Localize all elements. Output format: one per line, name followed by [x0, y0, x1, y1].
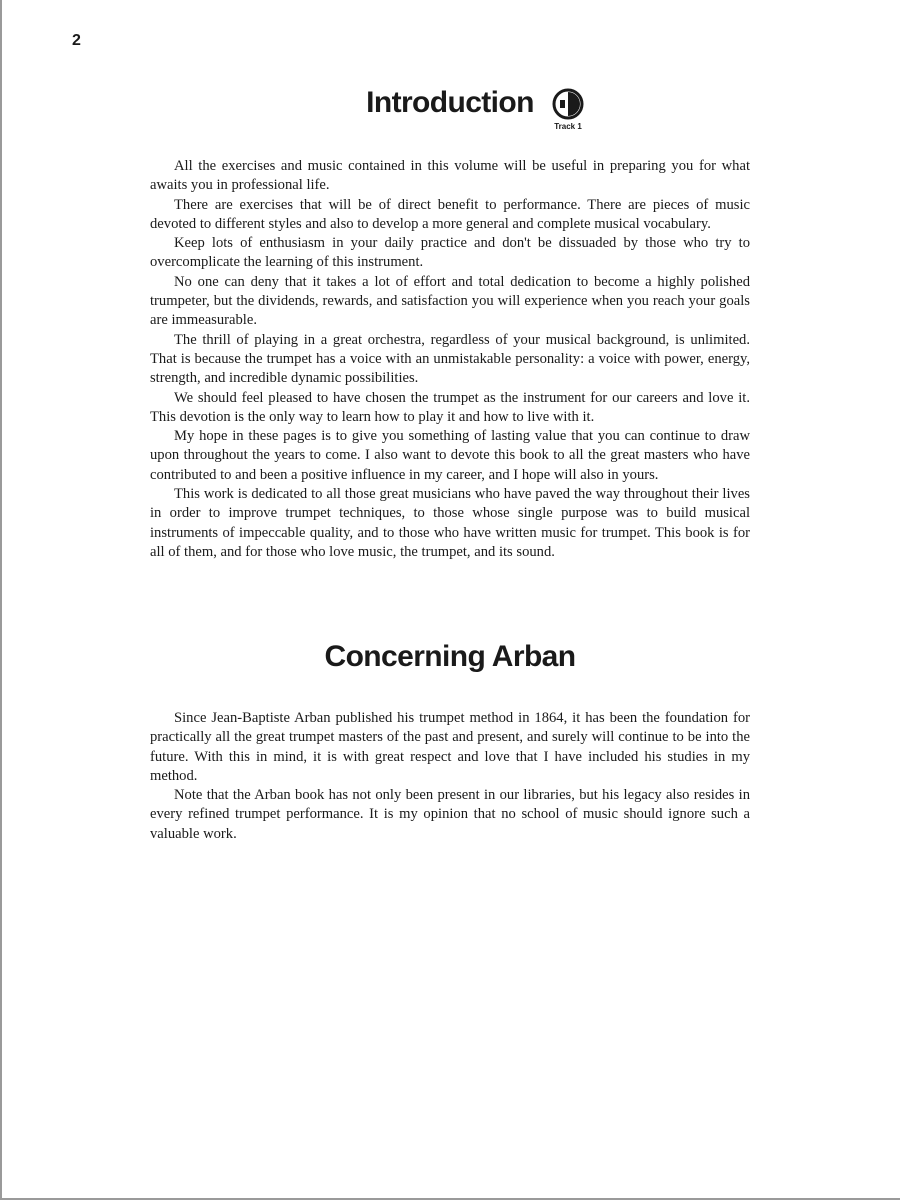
track-label: Track 1	[554, 122, 582, 131]
paragraph: All the exercises and music contained in this volume will be useful in preparing you for what awaits you in professional life.	[150, 158, 750, 194]
left-edge-rule	[0, 0, 2, 1200]
arban-body	[150, 709, 750, 844]
arban-title: Concerning Arban	[324, 640, 576, 673]
paragraph: This work is dedicated to all those great musicians who have paved the way throughout their lives in order to improve trumpet techniques, to those whose single purpose was to build musical instruments of impeccable quality, and to those who have written music for trumpet. This book is for all of them, and for those who love music, the trumpet, and its sound.	[150, 486, 750, 560]
paragraph: My hope in these pages is to give you something of lasting value that you can continue to draw upon throughout the years to come. I also want to devote this book to all the great masters who have contributed to and been a positive influence in my career, and I hope will also in yours.	[150, 428, 750, 483]
introduction-heading-row	[0, 86, 900, 120]
paragraph: Keep lots of enthusiasm in your daily practice and don't be dissuaded by those who try to overcomplicate the learning of this instrument.	[150, 235, 750, 271]
introduction-body	[150, 157, 750, 562]
paragraph: There are exercises that will be of direct benefit to performance. There are pieces of music devoted to different styles and also to develop a more general and complete musical vocabulary.	[150, 196, 750, 232]
paragraph: Since Jean-Baptiste Arban published his trumpet method in 1864, it has been the foundation for practically all the great trumpet masters of the past and present, and surely will continue to be into the future. With this in mind, it is with great respect and love that I have included his studies in my method.	[150, 710, 750, 784]
paragraph: Note that the Arban book has not only been present in our libraries, but his legacy also resides in every refined trumpet performance. It is my opinion that no school of music should ignore such a valuable work.	[150, 787, 750, 842]
page-number: 2	[72, 32, 81, 49]
paragraph: The thrill of playing in a great orchestra, regardless of your musical background, is unlimited. That is because the trumpet has a voice with an unmistakable personality: a voice with power, energy, strength, and incredible dynamic possibilities.	[150, 331, 750, 387]
introduction-title: Introduction	[366, 86, 534, 119]
audio-track-badge[interactable]	[548, 88, 588, 131]
paragraph: We should feel pleased to have chosen the trumpet as the instrument for our careers and love it. This devotion is the only way to learn how to play it and how to live with it.	[150, 389, 750, 425]
speaker-icon	[550, 88, 586, 120]
paragraph: No one can deny that it takes a lot of effort and total dedication to become a highly polished trumpeter, but the dividends, rewards, and satisfaction you will experience when you reach your goals are immeasurable.	[150, 273, 750, 329]
arban-heading-row	[0, 640, 900, 674]
